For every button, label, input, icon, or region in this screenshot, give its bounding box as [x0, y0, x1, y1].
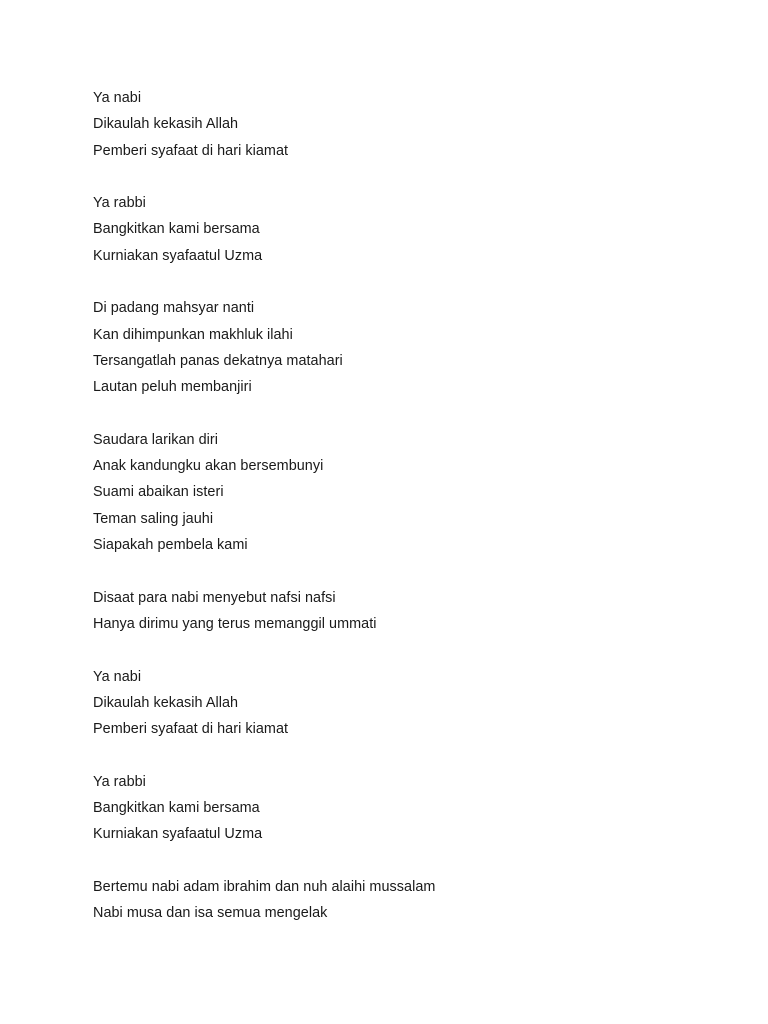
stanza [93, 664, 728, 743]
lyric-line: Dikaulah kekasih Allah [93, 694, 239, 711]
stanza [93, 874, 728, 927]
lyric-line: Teman saling jauhi [93, 510, 214, 527]
lyric-line: Pemberi syafaat di hari kiamat [93, 142, 289, 159]
lyric-line: Bangkitkan kami bersama [93, 221, 260, 238]
lyric-line: Dikaulah kekasih Allah [93, 116, 239, 133]
lyric-line: Disaat para nabi menyebut nafsi nafsi [93, 589, 336, 606]
lyric-line: Pemberi syafaat di hari kiamat [93, 721, 289, 738]
stanza [93, 85, 728, 164]
lyric-line: Kurniakan syafaatul Uzma [93, 247, 263, 264]
lyric-line: Ya rabbi [93, 773, 146, 790]
lyric-line: Kurniakan syafaatul Uzma [93, 826, 263, 843]
stanza [93, 190, 728, 269]
lyric-line: Bangkitkan kami bersama [93, 800, 260, 817]
lyric-line: Suami abaikan isteri [93, 484, 224, 501]
stanza [93, 585, 728, 638]
lyric-line: Bertemu nabi adam ibrahim dan nuh alaihi mussalam [93, 878, 436, 895]
lyric-line: Hanya dirimu yang terus memanggil ummati [93, 615, 377, 632]
lyrics-body [93, 85, 728, 953]
lyric-line: Saudara larikan diri [93, 431, 218, 448]
lyric-line: Kan dihimpunkan makhluk ilahi [93, 326, 293, 343]
lyric-line: Ya nabi [93, 90, 142, 106]
lyric-line: Lautan peluh membanjiri [93, 379, 252, 396]
lyric-line: Di padang mahsyar nanti [93, 300, 255, 317]
lyric-line: Tersangatlah panas dekatnya matahari [93, 352, 343, 369]
lyric-line: Anak kandungku akan bersembunyi [93, 458, 324, 475]
lyric-line: Ya nabi [93, 668, 142, 685]
stanza [93, 769, 728, 848]
stanza [93, 427, 728, 558]
stanza [93, 295, 728, 400]
lyric-line: Ya rabbi [93, 195, 146, 212]
lyric-line: Nabi musa dan isa semua mengelak [93, 905, 328, 922]
lyric-line: Siapakah pembela kami [93, 537, 248, 554]
